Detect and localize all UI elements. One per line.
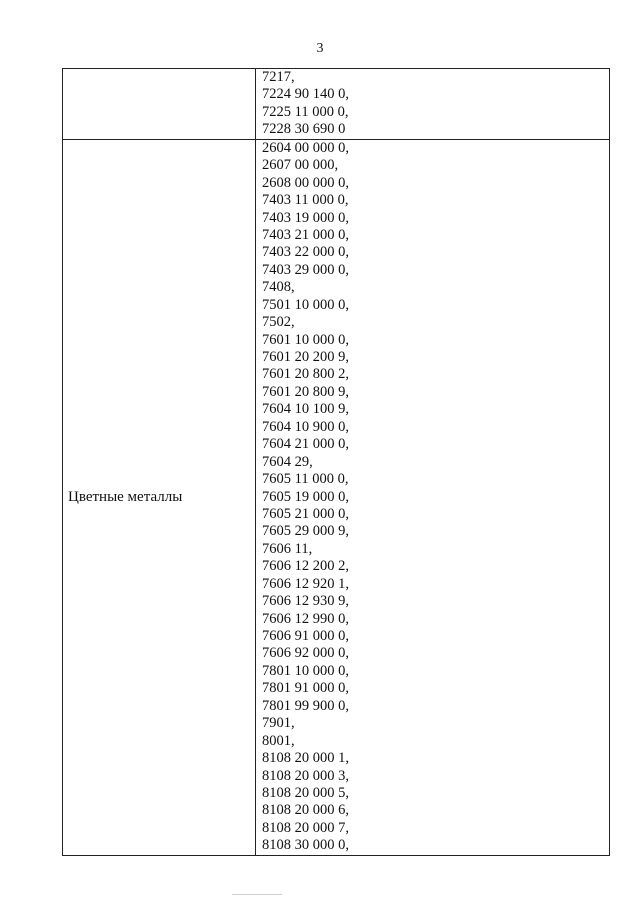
tn-ved-code: 7403 19 000 0, (262, 209, 349, 226)
tn-ved-code: 7606 92 000 0, (262, 645, 349, 662)
tn-ved-code: 7601 20 800 9, (262, 383, 349, 400)
tn-ved-codes-cell (256, 139, 610, 855)
product-name-cell (63, 69, 256, 140)
tn-ved-code: 7604 21 000 0, (262, 436, 349, 453)
tn-ved-code: 7606 11, (262, 540, 313, 557)
tn-ved-code: 7901, (262, 715, 295, 732)
tn-ved-code: 7605 29 000 9, (262, 523, 349, 540)
tn-ved-codes-cell (256, 69, 610, 140)
tn-ved-code: 8108 20 000 5, (262, 784, 349, 801)
tn-ved-code: 7601 10 000 0, (262, 331, 349, 348)
tn-ved-code: 8001, (262, 732, 295, 749)
tn-ved-code: 7403 22 000 0, (262, 244, 349, 261)
table-row (63, 139, 610, 855)
product-name-cell (63, 139, 256, 855)
tn-ved-code: 7605 19 000 0, (262, 488, 349, 505)
product-name: Цветные металлы (68, 489, 183, 506)
tn-ved-code: 7225 11 000 0, (262, 103, 349, 120)
tn-ved-code: 7224 90 140 0, (262, 86, 349, 103)
tn-ved-code: 7605 11 000 0, (262, 471, 349, 488)
tn-ved-code: 7604 10 900 0, (262, 418, 349, 435)
tn-ved-code: 7606 12 990 0, (262, 610, 349, 627)
tn-ved-code: 7502, (262, 314, 295, 331)
page-number: 3 (316, 41, 324, 56)
tn-ved-code: 7801 99 900 0, (262, 697, 349, 714)
tn-ved-code: 7801 91 000 0, (262, 680, 349, 697)
tn-ved-code: 2608 00 000 0, (262, 174, 349, 191)
tn-ved-code: 7604 29, (262, 453, 313, 470)
tn-ved-code: 2604 00 000 0, (262, 139, 349, 156)
tn-ved-code: 7601 20 800 2, (262, 366, 349, 383)
tn-ved-code: 2607 00 000, (262, 157, 339, 174)
table-row (63, 69, 610, 140)
tn-ved-code: 7408, (262, 279, 295, 296)
tn-ved-code: 7403 21 000 0, (262, 226, 349, 243)
tn-ved-code: 7801 10 000 0, (262, 662, 349, 679)
tn-ved-code: 8108 20 000 1, (262, 750, 349, 767)
tn-ved-code: 7403 29 000 0, (262, 261, 349, 278)
tn-ved-code: 7606 91 000 0, (262, 628, 349, 644)
tn-ved-code: 8108 20 000 7, (262, 819, 349, 836)
tn-ved-code: 8108 30 000 0, (262, 837, 349, 854)
scan-artifact (232, 894, 282, 895)
tn-ved-code: 8108 20 000 6, (262, 802, 349, 819)
tn-ved-code: 7604 10 100 9, (262, 401, 349, 418)
tn-ved-code: 7605 21 000 0, (262, 505, 349, 522)
tn-ved-code: 7601 20 200 9, (262, 349, 349, 365)
tn-ved-code: 7217, (262, 69, 295, 85)
tn-ved-code: 7228 30 690 0 (262, 121, 346, 138)
tn-ved-code: 7606 12 200 2, (262, 558, 349, 575)
tn-ved-code: 7403 11 000 0, (262, 192, 349, 209)
tn-ved-code: 7606 12 930 9, (262, 593, 349, 610)
tn-ved-code: 7501 10 000 0, (262, 296, 349, 313)
goods-code-table (62, 68, 610, 856)
tn-ved-code: 7606 12 920 1, (262, 575, 349, 592)
tn-ved-code: 8108 20 000 3, (262, 767, 349, 784)
table-body (63, 69, 610, 856)
